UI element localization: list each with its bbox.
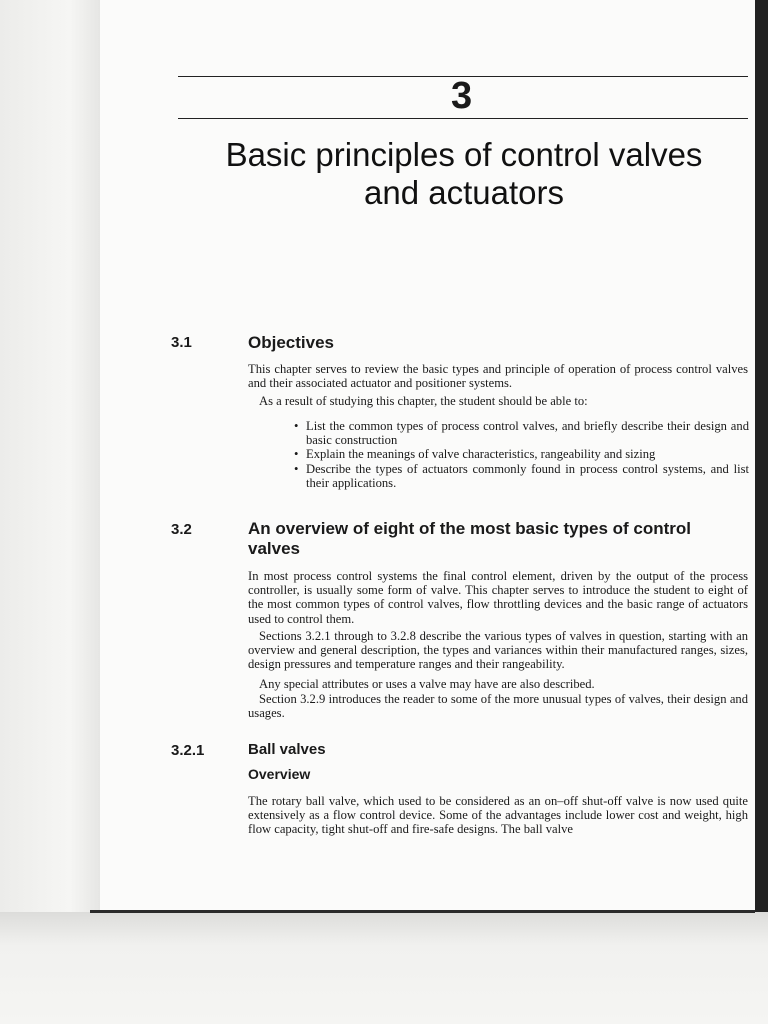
overview-paragraph-3: Any special attributes or uses a valve may have are also described.	[259, 677, 595, 691]
chapter-title-line-2: and actuators	[364, 174, 564, 211]
chapter-bottom-rule	[178, 118, 748, 119]
ball-valves-paragraph-1: The rotary ball valve, which used to be considered as an on–off shut-off valve is now used quite extensively as a flow control device. Some of the advantages include lower cost and weight, high flow capacity, tight shut-off and fire-safe designs. The ball valve	[248, 794, 748, 837]
chapter-number: 3	[451, 75, 473, 117]
objectives-paragraph-2: As a result of studying this chapter, the student should be able to:	[259, 394, 588, 408]
section-heading-ball-valves: Ball valves	[248, 741, 326, 758]
overview-paragraph-2: Sections 3.2.1 through to 3.2.8 describe the various types of valves in question, starting with an overview and general description, the types and variances within their manufactured ranges, sizes, design pressures and temperature ranges and their rangeability.	[248, 629, 748, 672]
section-number-3-1: 3.1	[171, 334, 192, 351]
overview-paragraph-4: Section 3.2.9 introduces the reader to some of the more unusual types of valves, their design and usages.	[248, 692, 748, 721]
section-number-3-2: 3.2	[171, 521, 192, 538]
subheading-overview: Overview	[248, 766, 311, 782]
left-page-margin	[0, 0, 100, 1024]
objectives-bullet-item: • List the common types of process control valves, and briefly describe their design and basic construction	[294, 419, 749, 447]
scan-bottom-area	[0, 912, 768, 1024]
objectives-bullet-item: • Describe the types of actuators commonly found in process control systems, and list their applications.	[294, 462, 749, 490]
chapter-title-line-1: Basic principles of control valves	[225, 136, 703, 173]
section-heading-overview-line-1: An overview of eight of the most basic types of control	[248, 519, 692, 538]
section-heading-overview	[248, 519, 743, 559]
section-heading-objectives: Objectives	[248, 333, 334, 352]
page-bottom-edge	[90, 910, 755, 913]
objectives-paragraph-1: This chapter serves to review the basic types and principle of operation of process control valves and their associated actuator and positioner systems.	[248, 362, 748, 391]
section-heading-overview-line-2: valves	[248, 539, 300, 558]
book-spine-shadow	[755, 0, 768, 1024]
objectives-bullet-item: • Explain the meanings of valve characteristics, rangeability and sizing	[294, 447, 749, 461]
chapter-title	[180, 136, 748, 212]
section-number-3-2-1: 3.2.1	[171, 742, 205, 759]
overview-paragraph-1: In most process control systems the final control element, driven by the output of the process controller, is usually some form of valve. This chapter serves to introduce the student to eight of the most common types of control valves, flow throttling devices and the basic range of actuators used to control them.	[248, 569, 748, 626]
objectives-bullet-list	[294, 419, 749, 490]
